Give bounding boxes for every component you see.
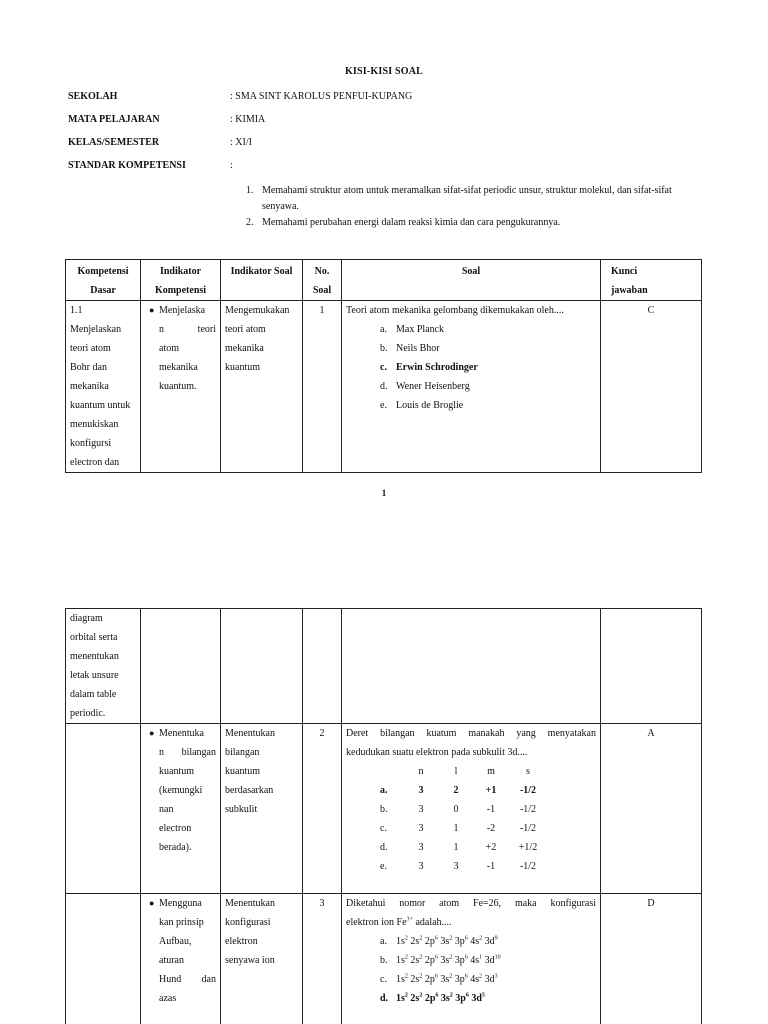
orbital-term: $3p^6$ xyxy=(454,954,468,966)
cell-kunci-jawaban: A xyxy=(601,724,702,894)
answer-option: b. $1s^2$ $2s^2$ $2p^6$ $3s^2$ $3p^6$ $4s^1$ $3d^{10}$ xyxy=(380,954,501,966)
header-no-soal: No. Soal xyxy=(303,260,342,301)
answer-option: d. 3 1 +2 +1/2 xyxy=(380,842,538,853)
question-text: Deret bilangan kuatum manakah yang menyatakan xyxy=(346,728,596,739)
orbital-term: $1s^2$ xyxy=(396,973,408,985)
meta-value: : xyxy=(230,160,233,171)
orbital-term: $3d^5$ xyxy=(471,992,485,1004)
cell-kompetensi-dasar xyxy=(66,894,141,1024)
meta-row-standard xyxy=(68,160,748,174)
cell-indikator-soal xyxy=(221,609,303,724)
header-soal: Soal xyxy=(342,260,601,301)
orbital-term: $2p^6$ xyxy=(424,992,439,1004)
orbital-term: $4s^2$ xyxy=(470,935,483,947)
table-row xyxy=(66,301,702,473)
orbital-term: $3s^2$ xyxy=(440,935,453,947)
header-indikator-kompetensi: Indikator Kompetensi xyxy=(141,260,221,301)
bullet-icon: ● xyxy=(149,898,155,908)
orbital-term: $1s^2$ xyxy=(396,935,408,947)
answer-option: c. 3 1 -2 -1/2 xyxy=(380,823,537,834)
page-number: 1 xyxy=(381,488,387,498)
cell-no-soal: 1 xyxy=(303,301,342,473)
cell-indikator-kompetensi xyxy=(141,609,221,724)
orbital-term: $3d^{10}$ xyxy=(484,954,501,966)
table-row xyxy=(66,724,702,894)
cell-no-soal: 3 xyxy=(303,894,342,1024)
cell-indikator-soal: Menentukan bilangan kuantum berdasarkan subkulit xyxy=(221,724,303,894)
orbital-term: $2s^2$ xyxy=(410,973,423,985)
orbital-term: $2s^2$ xyxy=(410,954,423,966)
orbital-term: $3p^6$ xyxy=(455,992,469,1004)
cell-no-soal: 2 xyxy=(303,724,342,894)
cell-kompetensi-dasar: diagram orbital serta menentukan letak unsure dalam table periodic. xyxy=(66,609,141,724)
meta-value: : KIMIA xyxy=(230,114,266,125)
orbital-term: $2s^2$ xyxy=(410,992,423,1004)
orbital-term: $2p^6$ xyxy=(424,954,438,966)
cell-kunci-jawaban: D xyxy=(601,894,702,1024)
answer-option-correct: d. $1s^2$ $2s^2$ $2p^6$ $3s^2$ $3p^6$ $3d^5$ xyxy=(380,992,485,1004)
meta-row-subject xyxy=(68,114,748,128)
orbital-term: $2s^2$ xyxy=(410,935,423,947)
cell-soal xyxy=(342,724,601,894)
meta-value: : SMA SINT KAROLUS PENFUI-KUPANG xyxy=(230,91,413,102)
meta-label: MATA PELAJARAN xyxy=(68,114,160,125)
orbital-term: $1s^2$ xyxy=(396,992,408,1004)
cell-soal xyxy=(342,894,601,1024)
orbital-term: $3s^2$ xyxy=(440,973,453,985)
cell-kompetensi-dasar: 1.1 Menjelaskan teori atom Bohr dan mekanika kuantum untuk menukiskan konfigursi electron dan xyxy=(66,301,141,473)
answer-option: e. 3 3 -1 -1/2 xyxy=(380,861,537,872)
standard-item xyxy=(234,183,704,215)
orbital-term: $3s^2$ xyxy=(440,992,453,1004)
cell-indikator-kompetensi: ● Mengguna kan prinsip Aufbau, aturan Hund dan azas xyxy=(141,894,221,1024)
orbital-term: $3d^9$ xyxy=(484,935,498,947)
meta-row-class xyxy=(68,137,748,151)
cell-kunci-jawaban xyxy=(601,609,702,724)
meta-label: STANDAR KOMPETENSI xyxy=(68,160,186,171)
answer-option: d. Wener Heisenberg xyxy=(380,381,470,392)
orbital-term: $3p^6$ xyxy=(454,935,468,947)
cell-indikator-kompetensi: ● Menjelaska n teori atom mekanika kuantum. xyxy=(141,301,221,473)
cell-no-soal xyxy=(303,609,342,724)
orbital-term: $4s^1$ xyxy=(470,954,483,966)
answer-option: a. Max Planck xyxy=(380,324,445,335)
cell-kompetensi-dasar xyxy=(66,724,141,894)
cell-soal xyxy=(342,609,601,724)
table-row xyxy=(66,894,702,1024)
answer-option: b. Neils Bhor xyxy=(380,343,440,354)
bullet-icon: ● xyxy=(149,728,155,738)
orbital-term: $3d^3$ xyxy=(484,973,498,985)
meta-label: KELAS/SEMESTER xyxy=(68,137,160,148)
cell-kunci-jawaban: C xyxy=(601,301,702,473)
answer-option: a. $1s^2$ $2s^2$ $2p^6$ $3s^2$ $3p^6$ $4s^2$ $3d^9$ xyxy=(380,935,498,947)
orbital-term: $3p^6$ xyxy=(454,973,468,985)
meta-row-school xyxy=(68,91,748,105)
meta-label: SEKOLAH xyxy=(68,91,118,102)
cell-indikator-soal: Menentukan konfigurasi elektron senyawa ion xyxy=(221,894,303,1024)
header-indikator-soal: Indikator Soal xyxy=(221,260,303,301)
meta-value: : XI/I xyxy=(230,137,252,148)
answer-option: e. Louis de Broglie xyxy=(380,400,464,411)
header-kompetensi-dasar: Kompetensi Dasar xyxy=(66,260,141,301)
grid-table-page-2 xyxy=(65,608,702,1024)
standard-text: Memahami struktur atom untuk meramalkan sifat-sifat periodic unsur, struktur molekul, dan sifat-sifat senyawa. xyxy=(262,185,672,212)
orbital-term: $2p^6$ xyxy=(424,973,438,985)
orbital-term: $4s^2$ xyxy=(470,973,483,985)
standard-item xyxy=(234,215,704,231)
table-row xyxy=(66,609,702,724)
standard-number: 2. xyxy=(246,217,254,228)
question-text: Teori atom mekanika gelombang dikemukakan oleh.... xyxy=(346,305,564,316)
cell-indikator-kompetensi: ● Menentuka n bilangan kuantum (kemungki nan electron berada). xyxy=(141,724,221,894)
orbital-term: $3s^2$ xyxy=(440,954,453,966)
standard-text: Memahami perubahan energi dalam reaksi kimia dan cara pengukurannya. xyxy=(262,217,561,228)
document-title: KISI-KISI SOAL xyxy=(344,66,424,77)
standards-list xyxy=(234,183,704,231)
quantum-header-row: n l m s xyxy=(418,766,530,777)
orbital-term: $2p^6$ xyxy=(424,935,438,947)
question-text: elektron ion $Fe^{3+}$ adalah.... xyxy=(346,916,452,928)
answer-option: c. $1s^2$ $2s^2$ $2p^6$ $3s^2$ $3p^6$ $4s^2$ $3d^3$ xyxy=(380,973,498,985)
orbital-term: $1s^2$ xyxy=(396,954,408,966)
standard-number: 1. xyxy=(246,185,254,196)
grid-table-page-1 xyxy=(65,259,702,473)
bullet-icon: ● xyxy=(149,305,155,315)
answer-option-correct: a. 3 2 +1 -1/2 xyxy=(380,785,537,796)
question-text: Diketahui nomor atom Fe=26, maka konfigurasi xyxy=(346,898,596,909)
answer-option-correct: c. Erwin Schrodinger xyxy=(380,362,478,373)
table-header-row xyxy=(66,260,702,301)
question-text: kedudukan suatu elektron pada subkulit 3d.... xyxy=(346,747,528,758)
answer-option: b. 3 0 -1 -1/2 xyxy=(380,804,537,815)
header-kunci-jawaban: Kunci jawaban xyxy=(601,260,702,301)
cell-indikator-soal: Mengemukakan teori atom mekanika kuantum xyxy=(221,301,303,473)
cell-soal xyxy=(342,301,601,473)
